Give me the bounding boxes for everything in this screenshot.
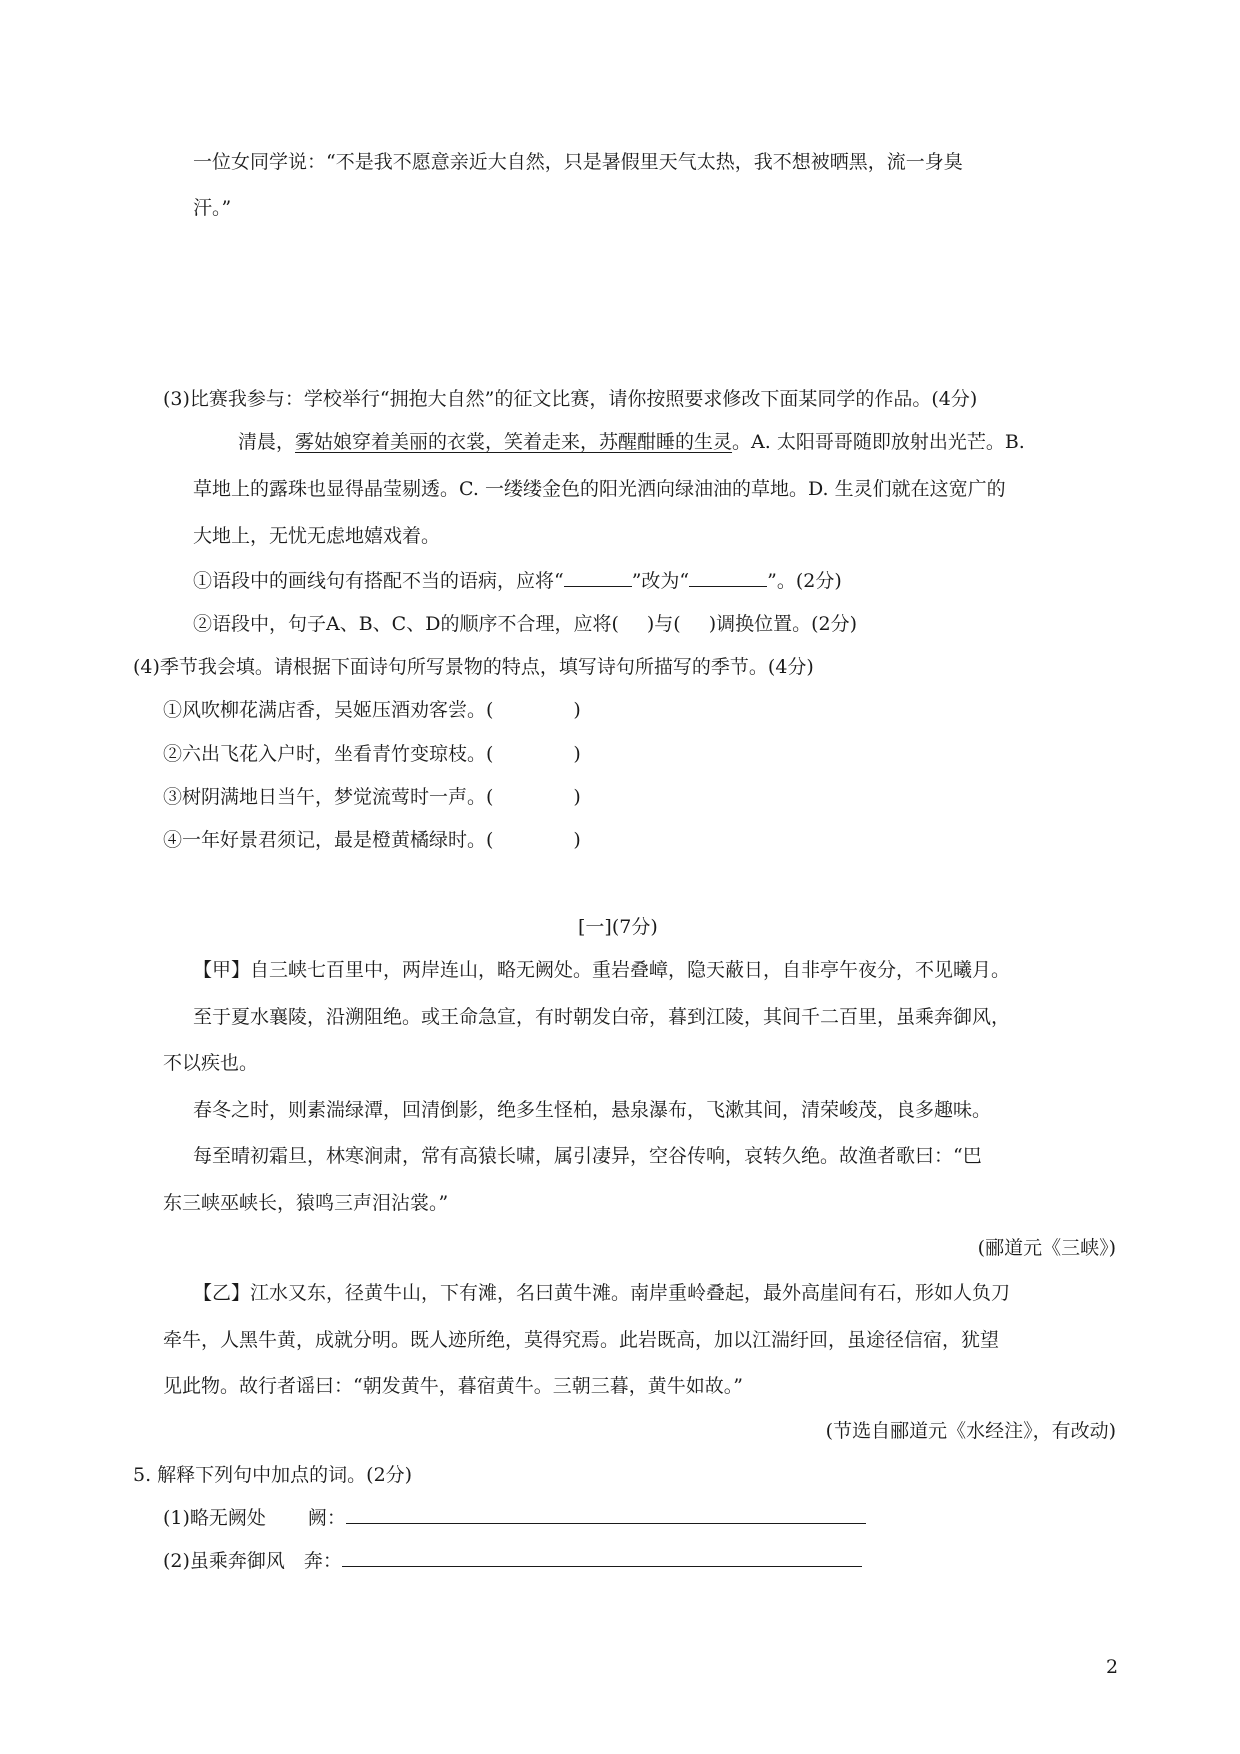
q3-sub-question-2: ②语段中，句子A、B、C、D的顺序不合理，应将( )与( )调换位置。(2分) — [193, 613, 858, 635]
q4-item-1: ①风吹柳花满店香，吴姬压酒劝客尝。( ) — [163, 699, 581, 721]
speech-line-2: 汗。” — [193, 197, 232, 219]
passage-yi-line-3: 见此物。故行者谣曰：“朝发黄牛，暮宿黄牛。三朝三暮，黄牛如故。” — [163, 1375, 743, 1397]
q5-item-1: (1)略无阙处 阙： — [163, 1503, 866, 1533]
answer-blank-1[interactable] — [564, 568, 632, 587]
q3-paragraph-line-1 — [238, 427, 1025, 457]
passage-yi-line-1: 【乙】江水又东，径黄牛山，下有滩，名曰黄牛滩。南岸重岭叠起，最外高崖间有石，形如人负刀 — [193, 1282, 1011, 1304]
page-number: 2 — [1106, 1656, 1119, 1678]
q3-underlined-sentence: 雾姑娘穿着美丽的衣裳，笑着走来，苏醒酣睡的生灵 — [295, 431, 733, 453]
passage-jia-line-2: 至于夏水襄陵，沿溯阻绝。或王命急宣，有时朝发白帝，暮到江陵，其间千二百里，虽乘奔御风， — [193, 1006, 1011, 1028]
q4-item-3: ③树阴满地日当午，梦觉流莺时一声。( ) — [163, 786, 581, 808]
q3-para-rest: 。A. 太阳哥哥随即放射出光芒。B. — [732, 431, 1025, 453]
speech-line-1: 一位女同学说：“不是我不愿意亲近大自然，只是暑假里天气太热，我不想被晒黑，流一身臭 — [193, 151, 963, 173]
q4-title: (4)季节我会填。请根据下面诗句所写景物的特点，填写诗句所描写的季节。(4分) — [133, 656, 814, 678]
passage-jia-line-1: 【甲】自三峡七百里中，两岸连山，略无阙处。重岩叠嶂，隐天蔽日，自非亭午夜分，不见曦月。 — [193, 959, 1011, 981]
passage-jia-line-4: 春冬之时，则素湍绿潭，回清倒影，绝多生怪柏，悬泉瀑布，飞漱其间，清荣峻茂，良多趣味。 — [193, 1099, 992, 1121]
q4-item-4: ④一年好景君须记，最是橙黄橘绿时。( ) — [163, 829, 581, 851]
answer-line-1[interactable] — [346, 1505, 866, 1524]
q3-paragraph-line-3: 大地上，无忧无虑地嬉戏着。 — [193, 525, 441, 547]
passage-jia-line-6: 东三峡巫峡长，猿鸣三声泪沾裳。” — [163, 1192, 449, 1214]
section-heading: [一](7分) — [578, 916, 658, 938]
q4-item-2: ②六出飞花入户时，坐看青竹变琼枝。( ) — [163, 743, 581, 765]
q5-title: 5. 解释下列句中加点的词。(2分) — [133, 1464, 413, 1486]
answer-line-2[interactable] — [342, 1548, 862, 1567]
q5-item-2: (2)虽乘奔御风 奔： — [163, 1546, 862, 1576]
passage-jia-source: (郦道元《三峡》) — [977, 1237, 1116, 1259]
q3-para-start: 清晨， — [238, 431, 296, 453]
passage-yi-source: (节选自郦道元《水经注》，有改动) — [825, 1420, 1116, 1442]
q3-sub-question-1: ①语段中的画线句有搭配不当的语病，应将“ ”改为“ ”。(2分) — [193, 570, 842, 592]
passage-jia-line-5: 每至晴初霜旦，林寒涧肃，常有高猿长啸，属引凄异，空谷传响，哀转久绝。故渔者歌曰：“巴 — [193, 1145, 982, 1167]
passage-jia-line-3: 不以疾也。 — [163, 1052, 259, 1074]
q3-paragraph-line-2: 草地上的露珠也显得晶莹剔透。C. 一缕缕金色的阳光洒向绿油油的草地。D. 生灵们就在这宽广的 — [193, 478, 1006, 500]
answer-blank-2[interactable] — [689, 568, 767, 587]
q3-title: (3)比赛我参与：学校举行“拥抱大自然”的征文比赛，请你按照要求修改下面某同学的作品。(4分) — [163, 388, 978, 410]
passage-yi-line-2: 牵牛，人黑牛黄，成就分明。既人迹所绝，莫得究焉。此岩既高，加以江湍纡回，虽途径信宿，犹望 — [163, 1329, 1000, 1351]
